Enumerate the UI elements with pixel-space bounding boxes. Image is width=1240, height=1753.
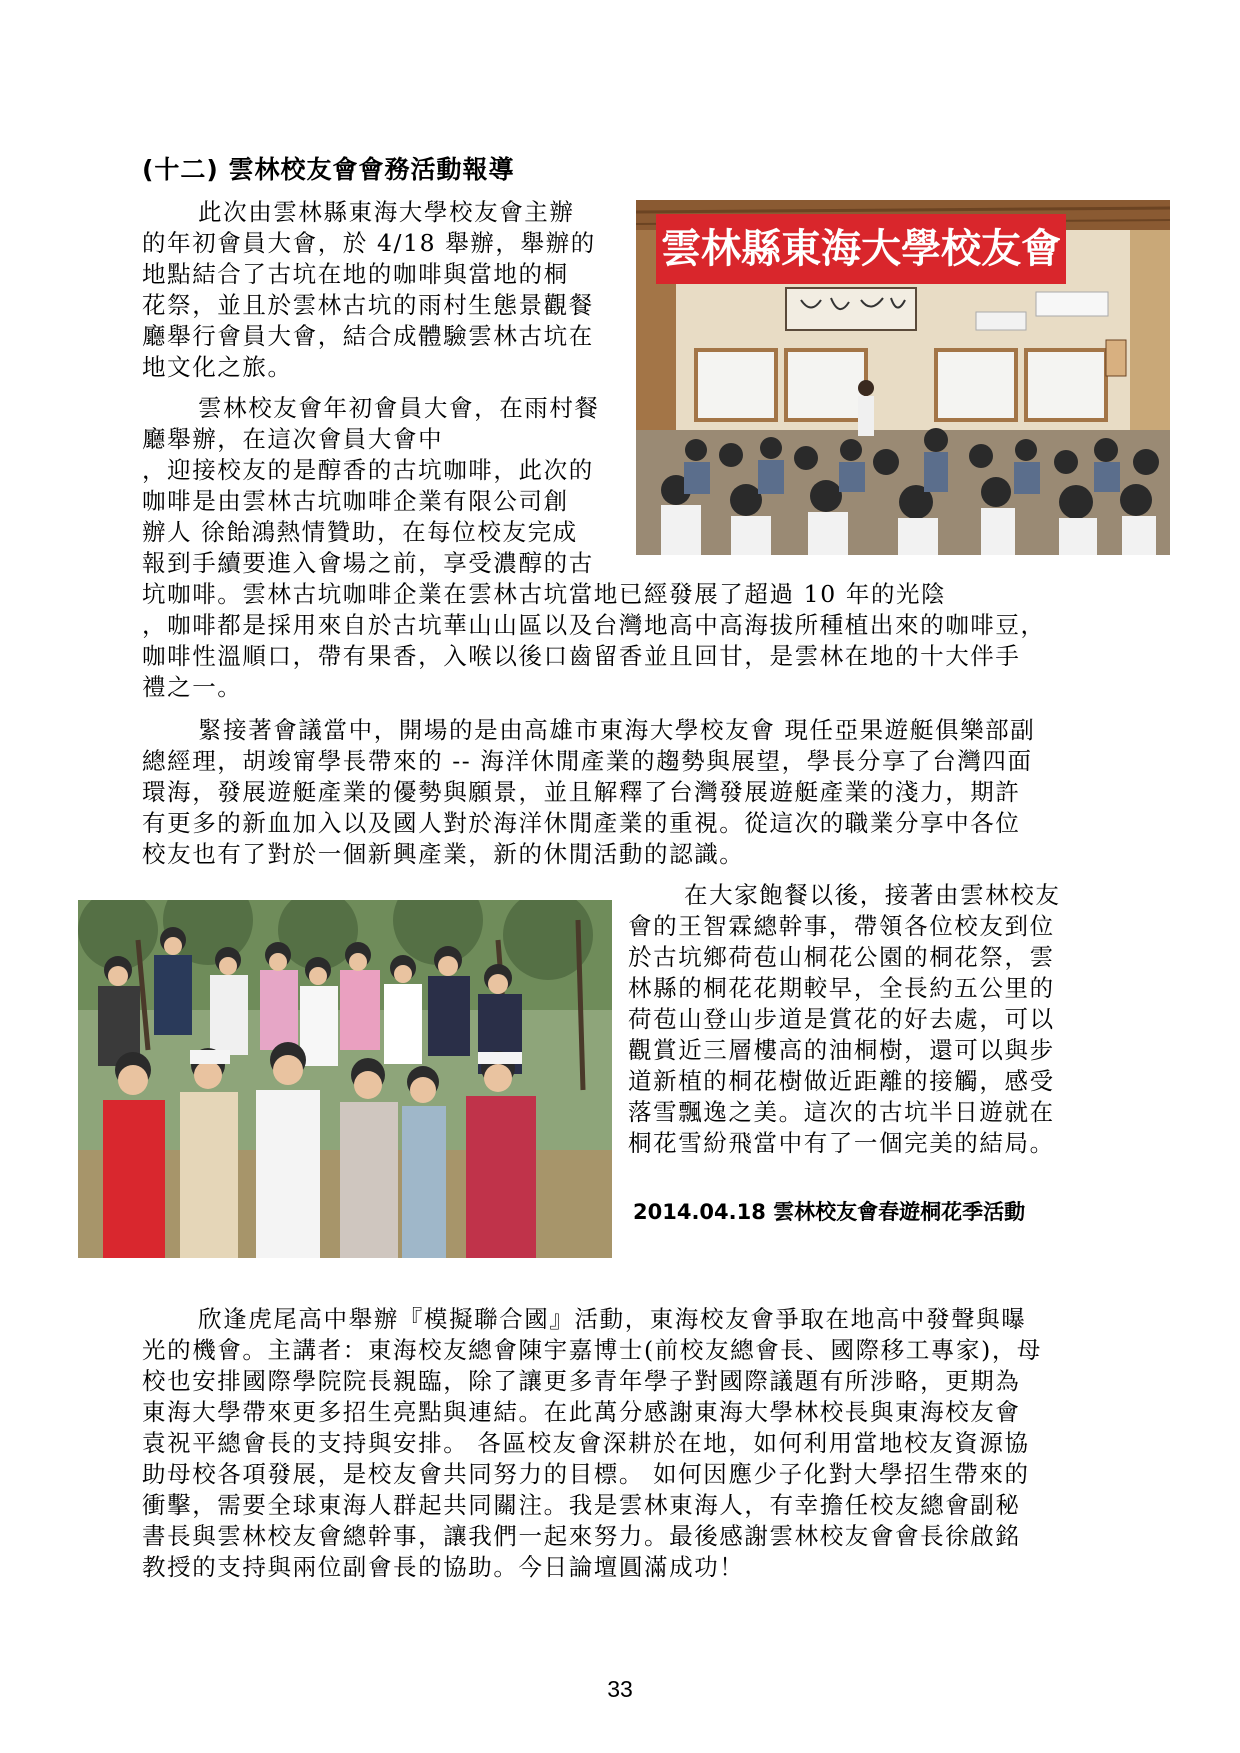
text-line: ，咖啡都是採用來自於古坑華山山區以及台灣地高中高海拔所種植出來的咖啡豆， <box>142 611 1046 639</box>
text-line: 道新植的桐花樹做近距離的接觸，感受 <box>628 1067 1055 1095</box>
text-line: 廳舉行會員大會，結合成體驗雲林古坑在 <box>142 322 594 350</box>
photo-caption: 2014.04.18 雲林校友會春遊桐花季活動 <box>633 1200 1026 1224</box>
text-line: 在大家飽餐以後，接著由雲林校友 <box>684 881 1061 909</box>
text-line: 林縣的桐花花期較早，全長約五公里的 <box>628 974 1055 1002</box>
text-line: 花祭，並且於雲林古坑的雨村生態景觀餐 <box>142 291 594 319</box>
text-line: 緊接著會議當中，開場的是由高雄市東海大學校友會 現任亞果遊艇俱樂部副 <box>198 716 1036 744</box>
text-line: 有更多的新血加入以及國人對於海洋休閒產業的重視。從這次的職業分享中各位 <box>142 809 1021 837</box>
text-line: 觀賞近三層樓高的油桐樹，還可以與步 <box>628 1036 1055 1064</box>
text-line: 雲林校友會年初會員大會，在雨村餐 <box>198 394 600 422</box>
section-title: (十二) 雲林校友會會務活動報導 <box>142 155 515 184</box>
text-line: 校友也有了對於一個新興產業，新的休閒活動的認識。 <box>142 840 745 868</box>
text-line: 地點結合了古坑在地的咖啡與當地的桐 <box>142 260 569 288</box>
group-photo <box>78 900 612 1258</box>
text-line: 咖啡性溫順口，帶有果香，入喉以後口齒留香並且回甘，是雲林在地的十大伴手 <box>142 642 1021 670</box>
text-line: 袁祝平總會長的支持與安排。 各區校友會深耕於在地，如何利用當地校友資源協 <box>142 1429 1030 1457</box>
text-line: 環海，發展遊艇產業的優勢與願景，並且解釋了台灣發展遊艇產業的淺力，期許 <box>142 778 1021 806</box>
text-line: 桐花雪紛飛當中有了一個完美的結局。 <box>628 1129 1055 1157</box>
text-line: 會的王智霖總幹事，帶領各位校友到位 <box>628 912 1055 940</box>
text-line: 落雪飄逸之美。這次的古坑半日遊就在 <box>628 1098 1055 1126</box>
text-line: 校也安排國際學院院長親臨，除了讓更多青年學子對國際議題有所涉略，更期為 <box>142 1367 1021 1395</box>
text-line: 的年初會員大會，於 4/18 舉辦，舉辦的 <box>142 229 596 257</box>
text-line: 總經理，胡竣甯學長帶來的 -- 海洋休閒產業的趨勢與展望，學長分享了台灣四面 <box>142 747 1033 775</box>
text-line: 東海大學帶來更多招生亮點與連結。在此萬分感謝東海大學林校長與東海校友會 <box>142 1398 1021 1426</box>
text-line: 此次由雲林縣東海大學校友會主辦 <box>198 198 575 226</box>
text-line: 廳舉辦，在這次會員大會中 <box>142 425 444 453</box>
text-line: 光的機會。主講者：東海校友總會陳宇嘉博士(前校友總會長、國際移工專家)，母 <box>142 1336 1043 1364</box>
page-number: 33 <box>607 1676 633 1702</box>
text-line: 書長與雲林校友會總幹事，讓我們一起來努力。最後感謝雲林校友會會長徐啟銘 <box>142 1522 1021 1550</box>
text-line: ，迎接校友的是醇香的古坑咖啡，此次的 <box>142 456 594 484</box>
text-line: 坑咖啡。雲林古坑咖啡企業在雲林古坑當地已經發展了超過 10 年的光陰 <box>142 580 947 608</box>
text-line: 荷苞山登山步道是賞花的好去處，可以 <box>628 1005 1055 1033</box>
text-line: 助母校各項發展，是校友會共同努力的目標。 如何因應少子化對大學招生帶來的 <box>142 1460 1030 1488</box>
text-line: 地文化之旅。 <box>142 353 293 381</box>
text-line: 衝擊，需要全球東海人群起共同關注。我是雲林東海人，有幸擔任校友總會副秘 <box>142 1491 1021 1519</box>
text-line: 欣逢虎尾高中舉辦『模擬聯合國』活動，東海校友會爭取在地高中發聲與曝 <box>198 1305 1027 1333</box>
banner-text: 雲林縣東海大學校友會 <box>661 226 1061 272</box>
text-line: 辦人 徐飴鴻熱情贊助，在每位校友完成 <box>142 518 578 546</box>
text-line: 於古坑鄉荷苞山桐花公園的桐花祭，雲 <box>628 943 1055 971</box>
text-line: 咖啡是由雲林古坑咖啡企業有限公司創 <box>142 487 569 515</box>
meeting-photo <box>636 200 1170 555</box>
text-line: 報到手續要進入會場之前，享受濃醇的古 <box>142 549 594 577</box>
text-line: 禮之一。 <box>142 673 243 701</box>
text-line: 教授的支持與兩位副會長的協助。今日論壇圓滿成功！ <box>142 1553 745 1581</box>
